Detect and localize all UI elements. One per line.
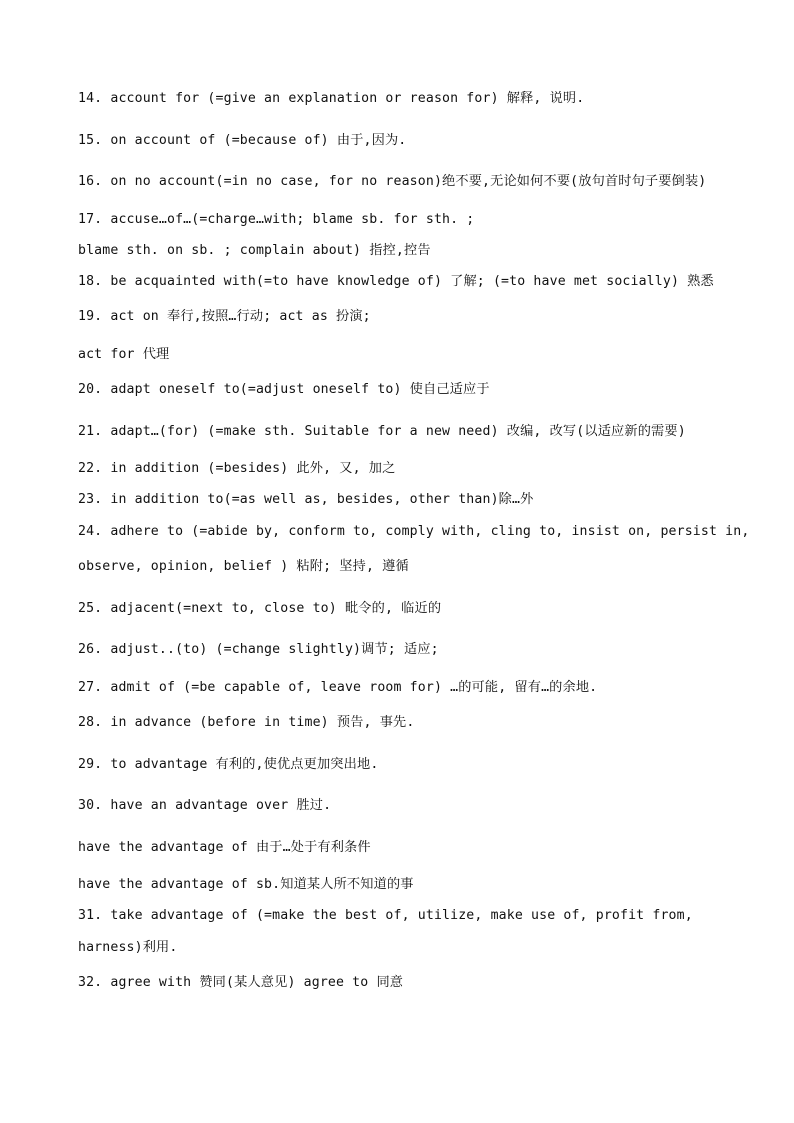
entry-23: 23. in addition to(=as well as, besides, other than)除…外 <box>78 492 534 507</box>
entry-17-cont: blame sth. on sb. ; complain about) 指控,控告 <box>78 243 431 258</box>
entry-19-cont: act for 代理 <box>78 347 170 362</box>
entry-29: 29. to advantage 有利的,使优点更加突出地. <box>78 757 379 772</box>
entry-17: 17. accuse…of…(=charge…with; blame sb. for sth. ; <box>78 212 475 227</box>
entry-15: 15. on account of (=because of) 由于,因为. <box>78 133 407 148</box>
entry-16: 16. on no account(=in no case, for no reason)绝不要,无论如何不要(放句首时句子要倒装) <box>78 174 707 189</box>
entry-26: 26. adjust..(to) (=change slightly)调节; 适应; <box>78 642 439 657</box>
entry-24: 24. adhere to (=abide by, conform to, comply with, cling to, insist on, persist in, <box>78 524 750 539</box>
entry-28: 28. in advance (before in time) 预告, 事先. <box>78 715 415 730</box>
entry-24-cont: observe, opinion, belief ) 粘附; 坚持, 遵循 <box>78 559 409 574</box>
entry-18: 18. be acquainted with(=to have knowledge of) 了解; (=to have met socially) 熟悉 <box>78 274 714 289</box>
entry-19: 19. act on 奉行,按照…行动; act as 扮演; <box>78 309 371 324</box>
entry-30-sub-2: have the advantage of sb.知道某人所不知道的事 <box>78 877 414 892</box>
entry-20: 20. adapt oneself to(=adjust oneself to) 使自己适应于 <box>78 382 490 397</box>
entry-31: 31. take advantage of (=make the best of, utilize, make use of, profit from, <box>78 908 693 923</box>
entry-30-sub-1: have the advantage of 由于…处于有利条件 <box>78 840 371 855</box>
entry-32: 32. agree with 赞同(某人意见) agree to 同意 <box>78 975 404 990</box>
entry-31-cont: harness)利用. <box>78 940 178 955</box>
entry-21: 21. adapt…(for) (=make sth. Suitable for a new need) 改编, 改写(以适应新的需要) <box>78 424 686 439</box>
entry-14: 14. account for (=give an explanation or reason for) 解释, 说明. <box>78 91 585 106</box>
entry-25: 25. adjacent(=next to, close to) 毗令的, 临近的 <box>78 601 442 616</box>
entry-30: 30. have an advantage over 胜过. <box>78 798 332 813</box>
entry-22: 22. in addition (=besides) 此外, 又, 加之 <box>78 461 396 476</box>
entry-27: 27. admit of (=be capable of, leave room for) …的可能, 留有…的余地. <box>78 680 598 695</box>
